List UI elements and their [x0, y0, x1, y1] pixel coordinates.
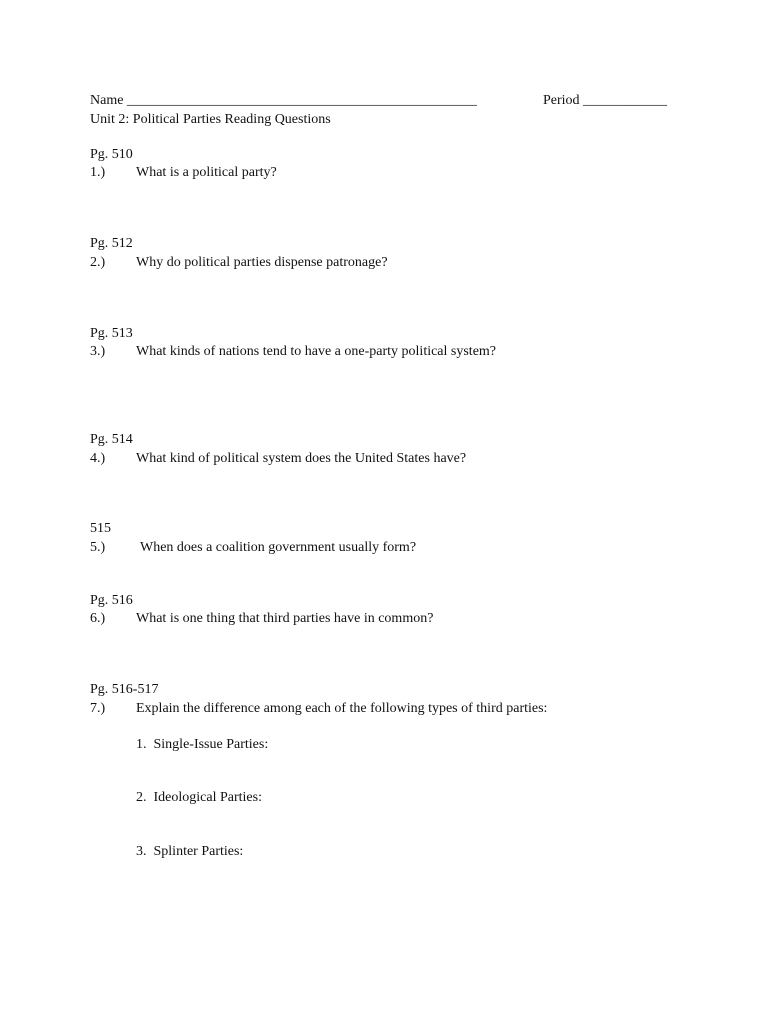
sub-item-single-issue: 1. Single-Issue Parties: [136, 737, 269, 752]
question-text: Why do political parties dispense patronage? [136, 255, 388, 270]
question-text: Explain the difference among each of the following types of third parties: [136, 701, 548, 716]
unit-title: Unit 2: Political Parties Reading Questions [90, 112, 331, 127]
question-text: What kind of political system does the United States have? [136, 451, 467, 466]
page-reference: Pg. 512 [90, 236, 133, 251]
page-reference: Pg. 513 [90, 326, 133, 341]
question-number: 1.) [90, 165, 106, 180]
question-number: 7.) [90, 701, 106, 716]
page-reference: Pg. 510 [90, 147, 133, 162]
sub-item-splinter: 3. Splinter Parties: [136, 844, 244, 859]
sub-item-ideological: 2. Ideological Parties: [136, 790, 262, 805]
name-field-label: Name __________________________________________________ [90, 93, 477, 108]
question-number: 2.) [90, 255, 106, 270]
page-reference: 515 [90, 521, 111, 536]
period-field-label: Period ____________ [543, 93, 668, 108]
question-text: What kinds of nations tend to have a one-party political system? [136, 344, 497, 359]
page-reference: Pg. 514 [90, 432, 133, 447]
question-number: 3.) [90, 344, 106, 359]
page-reference: Pg. 516-517 [90, 682, 159, 697]
question-text: When does a coalition government usually form? [140, 540, 417, 555]
question-text: What is one thing that third parties have in common? [136, 611, 434, 626]
question-number: 4.) [90, 451, 106, 466]
page-reference: Pg. 516 [90, 593, 133, 608]
question-text: What is a political party? [136, 165, 277, 180]
question-number: 5.) [90, 540, 106, 555]
question-number: 6.) [90, 611, 106, 626]
